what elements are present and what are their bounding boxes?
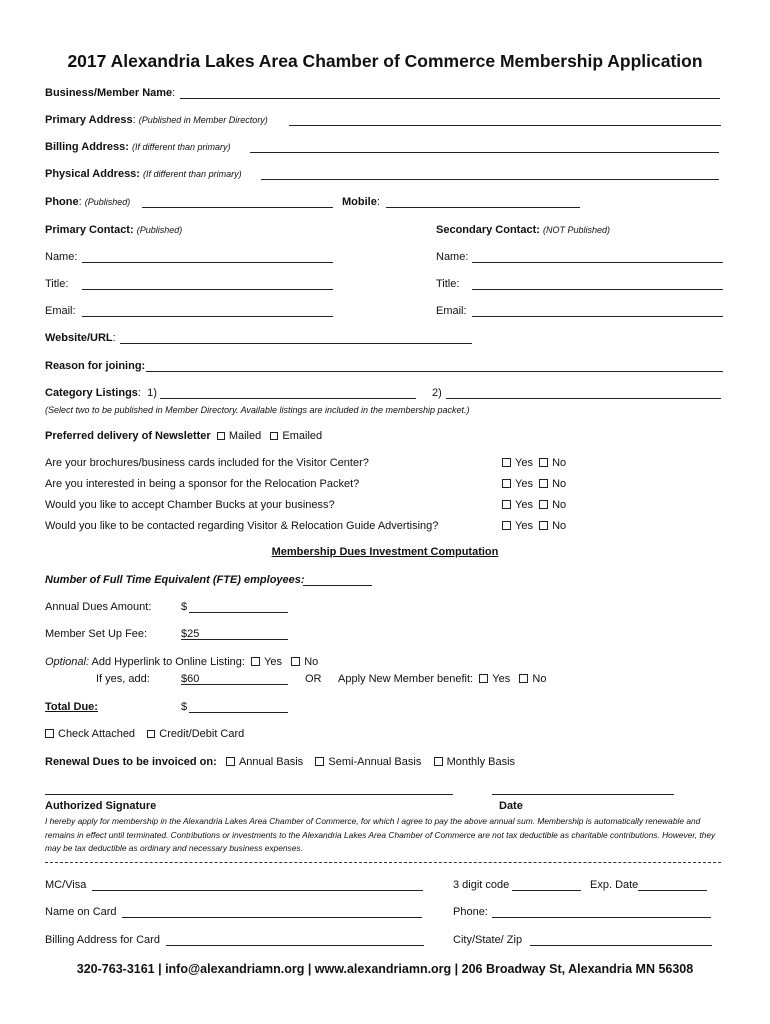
secondary-title-field[interactable] [472,289,723,290]
phone-field[interactable] [142,207,333,208]
secondary-title-label: Title: [436,278,460,290]
signature-field[interactable] [45,794,453,795]
q1-no-checkbox[interactable] [539,458,548,467]
mailed-checkbox[interactable] [217,432,225,440]
business-name-field[interactable] [180,98,720,99]
annual-dues-field[interactable] [189,612,288,613]
setup-fee-label: Member Set Up Fee: [45,628,148,640]
date-field[interactable] [492,794,674,795]
question-4: Would you like to be contacted regarding Visitor & Relocation Guide Advertising? [45,520,439,532]
semi-annual-basis-checkbox[interactable] [315,757,324,766]
phone-label: Phone: (Published) [45,196,131,208]
setup-fee-line [181,639,288,640]
secondary-name-field[interactable] [472,262,723,263]
billing-card-field[interactable] [166,945,424,946]
website-label: Website/URL: [45,332,116,344]
total-due-field[interactable] [189,712,288,713]
secondary-name-label: Name: [436,251,469,263]
billing-card-label: Billing Address for Card [45,934,160,946]
annual-dues-label: Annual Dues Amount: [45,601,152,613]
emailed-checkbox[interactable] [270,432,278,440]
question-3-options: Yes No [502,499,566,512]
primary-name-label: Name: [45,251,78,263]
page-title: 2017 Alexandria Lakes Area Chamber of Commerce Membership Application [67,51,703,71]
category-1-field[interactable] [160,398,416,399]
benefit-no-checkbox[interactable] [519,674,528,683]
name-on-card-label: Name on Card [45,906,117,918]
city-label: City/State/ Zip [453,934,523,946]
annual-basis-checkbox[interactable] [226,757,235,766]
mcvisa-field[interactable] [92,890,423,891]
total-due-label: Total Due: [45,701,98,713]
q4-no-checkbox[interactable] [539,521,548,530]
q3-yes-checkbox[interactable] [502,500,511,509]
dues-heading: Membership Dues Investment Computation [271,546,499,558]
total-due-value: $ [181,701,188,713]
primary-address-field[interactable] [289,125,721,126]
monthly-basis-checkbox[interactable] [434,757,443,766]
newsletter-row: Preferred delivery of Newsletter Mailed Emailed [45,430,323,442]
q2-yes-checkbox[interactable] [502,479,511,488]
cut-line [45,862,721,863]
primary-name-field[interactable] [82,262,333,263]
category-2-field[interactable] [446,398,721,399]
hyperlink-yes-checkbox[interactable] [251,657,260,666]
primary-email-field[interactable] [82,316,333,317]
signature-label: Authorized Signature [45,800,157,812]
benefit-yes-checkbox[interactable] [479,674,488,683]
website-field[interactable] [120,343,472,344]
physical-address-label: Physical Address: (If different than primary) [45,168,242,180]
primary-title-field[interactable] [82,289,333,290]
exp-label: Exp. Date [590,879,639,891]
secondary-email-label: Email: [436,305,467,317]
city-field[interactable] [530,945,712,946]
mcvisa-label: MC/Visa [45,879,87,891]
reason-label: Reason for joining: [45,360,146,372]
q4-yes-checkbox[interactable] [502,521,511,530]
or-label: OR [305,673,322,685]
code-label: 3 digit code [453,879,510,891]
mobile-label: Mobile: [342,196,380,208]
primary-contact-label: Primary Contact: (Published) [45,224,183,236]
reason-field[interactable] [146,371,723,372]
q2-no-checkbox[interactable] [539,479,548,488]
hyperlink-no-checkbox[interactable] [291,657,300,666]
check-attached-checkbox[interactable] [45,729,54,738]
footer-contact: 320-763-3161 | info@alexandriamn.org | www.alexandriamn.org | 206 Broadway St, Alexandria MN 56308 [76,962,694,976]
category-label: Category Listings: 1) [45,387,157,399]
payment-phone-field[interactable] [492,917,711,918]
question-4-options: Yes No [502,520,566,533]
if-yes-value: $60 [181,673,200,685]
business-name-label: Business/Member Name: [45,87,176,99]
question-1-options: Yes No [502,457,566,470]
billing-address-label: Billing Address: (If different than primary) [45,141,231,153]
q3-no-checkbox[interactable] [539,500,548,509]
if-yes-label: If yes, add: [96,673,150,685]
secondary-contact-label: Secondary Contact: (NOT Published) [436,224,611,236]
primary-address-label: Primary Address: (Published in Member Directory) [45,114,268,126]
if-yes-line [181,684,288,685]
name-on-card-field[interactable] [122,917,422,918]
benefit-row: Apply New Member benefit: Yes No [338,673,547,685]
billing-address-field[interactable] [250,152,719,153]
setup-fee-value: $25 [181,628,200,640]
fte-label: Number of Full Time Equivalent (FTE) employees: [45,574,305,586]
payment-phone-label: Phone: [453,906,488,918]
question-2-options: Yes No [502,478,566,491]
question-3: Would you like to accept Chamber Bucks at your business? [45,499,335,511]
signature-note: I hereby apply for membership in the Alexandria Lakes Area Chamber of Commerce, for which I agree to pay the above annual sum. Membership is automatically renewable and remains in effect until terminated. Contributions or investments to the Alexandria Lakes Area Chamber of Commerce are not tax deductible as charitable contributions. However, they may be tax deductible as ordinary and necessary business expenses. [45,816,716,853]
mobile-field[interactable] [386,207,580,208]
annual-dues-value: $ [181,601,188,613]
exp-field[interactable] [638,890,707,891]
question-2: Are you interested in being a sponsor for the Relocation Packet? [45,478,360,490]
fte-field[interactable] [303,585,372,586]
primary-title-label: Title: [45,278,69,290]
category-note: (Select two to be published in Member Directory. Available listings are included in the membership packet.) [45,405,470,415]
category-2-label: 2) [432,387,442,399]
code-field[interactable] [512,890,581,891]
credit-card-checkbox[interactable] [147,730,155,738]
question-1: Are your brochures/business cards included for the Visitor Center? [45,457,369,469]
q1-yes-checkbox[interactable] [502,458,511,467]
secondary-email-field[interactable] [472,316,723,317]
physical-address-field[interactable] [261,179,719,180]
renewal-row: Renewal Dues to be invoiced on: Annual Basis Semi-Annual Basis Monthly Basis [45,756,516,768]
hyperlink-row: Optional: Add Hyperlink to Online Listing: Yes No [45,656,319,668]
date-label: Date [499,800,523,812]
payment-method-row: Check Attached Credit/Debit Card [45,728,244,741]
primary-email-label: Email: [45,305,76,317]
